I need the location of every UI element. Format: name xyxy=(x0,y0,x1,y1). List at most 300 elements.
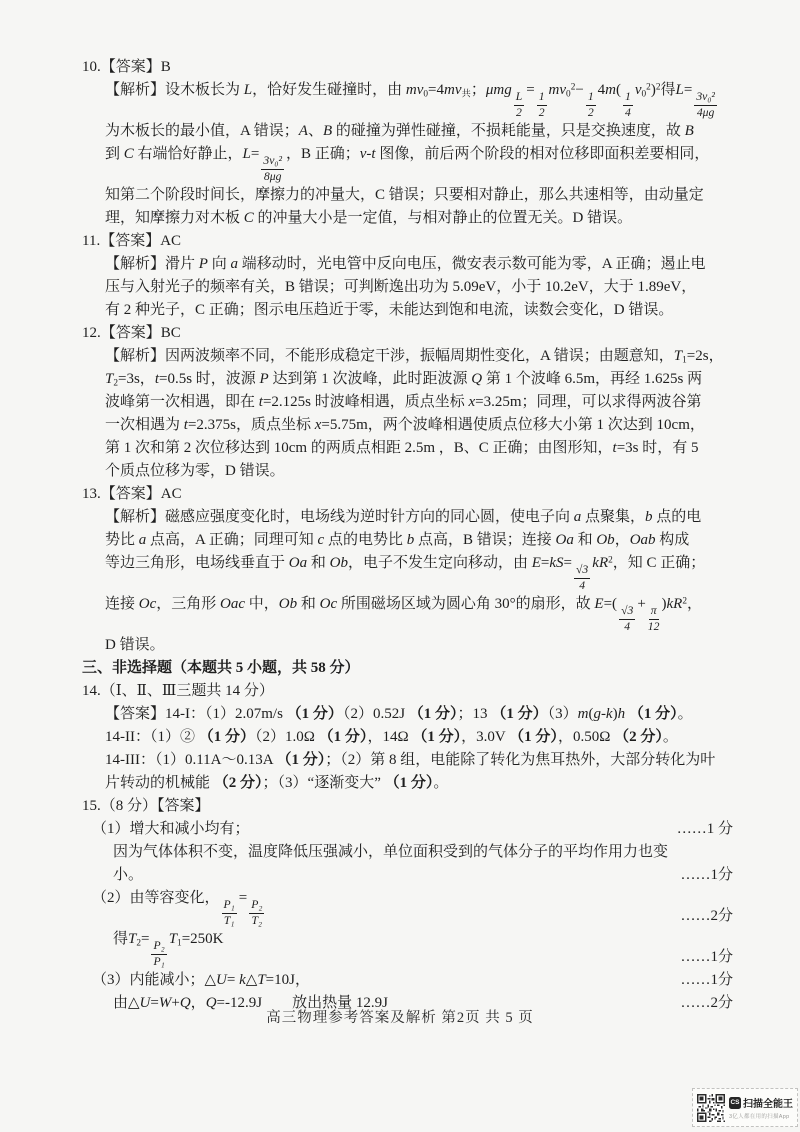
text-line xyxy=(82,593,768,634)
line-content xyxy=(105,391,702,414)
fraction-denominator: 2 xyxy=(587,105,594,119)
text-line xyxy=(82,79,768,120)
text-run: 小。 xyxy=(113,866,144,883)
line-content xyxy=(105,207,632,230)
text-line xyxy=(82,56,768,79)
text-run: 13.【答案】AC xyxy=(82,485,182,502)
text-line xyxy=(82,506,768,529)
line-content xyxy=(105,437,699,460)
fraction-denominator: 8μg xyxy=(263,169,282,183)
text-line xyxy=(82,529,768,552)
text-run: =-12.9J 放出热量 12.9J xyxy=(216,994,388,1011)
text-run: 点的电 xyxy=(652,508,702,525)
line-content xyxy=(105,703,693,726)
text-run: 。 xyxy=(677,705,693,722)
text-run: 点高，A 正确；同理可知 xyxy=(146,531,318,548)
variable-run: U xyxy=(139,994,151,1011)
line-content xyxy=(82,483,182,506)
variable-run: E xyxy=(531,554,541,571)
watermark-text-block xyxy=(729,1095,793,1120)
fraction-numerator: 3v₀² xyxy=(261,155,284,169)
line-content xyxy=(82,56,171,79)
variable-run: Q xyxy=(179,994,191,1011)
variable-run: Oab xyxy=(629,531,656,548)
text-run: ，B 正确； xyxy=(285,145,360,162)
text-run: ；（2）第 8 组，电能除了转化为焦耳热外，大部分转化为叶 xyxy=(325,751,716,768)
line-content xyxy=(105,772,448,795)
text-run: 【解析】因两波频率不同，不能形成稳定干涉，振幅周期性变化，A 错误；由题意知， xyxy=(105,347,674,364)
bold-run: （1 分） xyxy=(408,705,458,722)
text-run: 片转动的机械能 xyxy=(105,774,214,791)
fraction-denominator: 12 xyxy=(647,619,660,633)
text-run: 压与入射光子的频率有关，B 错误；可判断逸出功为 5.09eV，小于 10.2eV，大于 1.89eV， xyxy=(105,278,697,295)
text-run: 所围磁场区域为圆心角 30°的扇形，故 xyxy=(337,595,595,612)
fraction-numerator: P₁ xyxy=(222,899,237,913)
text-run: 点聚集， xyxy=(581,508,646,525)
text-run: 个质点位移为零，D 错误。 xyxy=(105,462,285,479)
text-run: = xyxy=(141,930,150,947)
text-run: =10J， xyxy=(265,971,310,988)
text-run: 的冲量大小是一定值，与相对静止的位置无关。D 错误。 xyxy=(253,209,633,226)
fraction-numerator: P₂ xyxy=(151,940,166,954)
fraction-denominator: 4 xyxy=(624,619,631,633)
fraction-numerator: 3v₀² xyxy=(694,91,717,105)
score-mark: ……1分 xyxy=(680,971,733,988)
line-content xyxy=(105,414,705,437)
variable-run: L xyxy=(675,82,684,98)
variable-run: Oc xyxy=(319,595,338,612)
text-run: （3）内能减小；△ xyxy=(92,971,217,988)
text-line xyxy=(82,345,768,368)
text-line xyxy=(82,795,768,818)
text-run: = xyxy=(250,145,260,162)
line-content xyxy=(105,726,678,749)
text-run: ( xyxy=(588,705,594,722)
variable-run: m xyxy=(605,82,616,98)
text-run: ， xyxy=(614,531,630,548)
variable-run: mv xyxy=(444,82,462,98)
text-run: （1）增大和减小均有； xyxy=(92,820,250,837)
text-run: 【答案】14-I：（1）2.07m/s xyxy=(105,705,287,722)
line-content xyxy=(105,749,715,772)
fraction xyxy=(261,155,284,183)
text-line xyxy=(82,887,768,928)
watermark-title: 扫描全能王 xyxy=(743,1099,793,1111)
line-content xyxy=(105,460,285,483)
text-line xyxy=(82,483,768,506)
variable-run: Ob xyxy=(278,595,298,612)
text-line xyxy=(82,772,768,795)
variable-run: T xyxy=(168,930,178,947)
variable-run: Ob xyxy=(329,554,348,571)
text-run: 因为气体体积不变，温度降低压强减小，单位面积受到的气体分子的平均作用力也变 xyxy=(113,843,669,860)
variable-run: C xyxy=(243,209,254,226)
fraction xyxy=(574,564,590,592)
variable-run: Q xyxy=(471,370,483,387)
subscript-run: 2 xyxy=(136,938,142,949)
variable-run: a xyxy=(230,255,238,272)
variable-run: a xyxy=(573,508,582,525)
text-run: （2）1.0Ω xyxy=(255,728,319,745)
text-run: 、 xyxy=(307,122,323,139)
variable-run: b xyxy=(645,508,653,525)
score-mark: ……1分 xyxy=(680,948,733,965)
text-run: ；13 xyxy=(457,705,492,722)
text-run: 和 xyxy=(307,554,330,571)
text-run: ，3.0V xyxy=(461,728,510,745)
bold-run: （1 分） xyxy=(318,728,368,745)
line-content xyxy=(105,529,689,552)
subscript-run: 0 xyxy=(566,89,571,100)
fraction-numerator: 1 xyxy=(623,91,633,105)
page-footer: 高三物理参考答案及解析 第2页 共 5 页 xyxy=(266,1010,534,1026)
text-line xyxy=(82,230,768,253)
line-content xyxy=(105,506,701,529)
text-run: ，0.50Ω xyxy=(557,728,615,745)
line-content xyxy=(113,841,668,864)
variable-run: Q xyxy=(205,994,217,1011)
fraction-numerator: π xyxy=(649,605,659,619)
subscript-run: 2 xyxy=(113,378,118,389)
text-run: ，恰好发生碰撞时，由 xyxy=(252,82,406,98)
text-run: ) xyxy=(661,595,667,612)
watermark-subtitle: 3亿人都在用的扫描App xyxy=(729,1113,790,1120)
variable-run: g-k xyxy=(593,705,613,722)
text-line xyxy=(82,657,768,680)
variable-run: Oc xyxy=(138,595,157,612)
fraction xyxy=(586,91,596,119)
fraction xyxy=(623,91,633,119)
text-line xyxy=(82,207,768,230)
fraction-numerator: 1 xyxy=(537,91,547,105)
qr-code-icon xyxy=(697,1094,725,1122)
line-content xyxy=(105,143,709,184)
variable-run: t xyxy=(154,370,159,387)
variable-run: U xyxy=(216,971,227,988)
line-content xyxy=(113,864,143,887)
text-line xyxy=(82,841,768,864)
variable-run: Oac xyxy=(220,595,246,612)
fraction xyxy=(648,605,660,633)
text-run: 波峰第一次相遇，即在 xyxy=(105,393,259,410)
text-run: 14.（Ⅰ、Ⅱ、Ⅲ三题共 14 分） xyxy=(82,682,274,699)
text-line xyxy=(82,414,768,437)
text-run: 一次相遇为 xyxy=(105,416,184,433)
line-content xyxy=(82,657,360,680)
text-run: =2.125s 时波峰相遇，质点坐标 xyxy=(262,393,469,410)
superscript-run: 2 xyxy=(646,82,651,93)
variable-run: μmg xyxy=(485,82,512,98)
text-run: 第 1 次和第 2 次位移达到 10cm 的两质点相距 2.5m ，B、C 正确；由图形知， xyxy=(105,439,613,456)
fraction-numerator: √3 xyxy=(574,564,590,578)
text-run: =2s， xyxy=(686,347,724,364)
variable-run: W xyxy=(158,994,172,1011)
text-run: ，知 C 正确； xyxy=(612,554,706,571)
fraction-denominator: 2 xyxy=(538,105,545,119)
text-run: = xyxy=(526,82,535,98)
score-mark: ……2分 xyxy=(680,907,733,924)
line-content xyxy=(105,299,673,322)
variable-run: mv xyxy=(405,82,424,98)
text-run: =3.25m；同理，可以求得两波谷第 xyxy=(475,393,702,410)
text-line xyxy=(82,726,768,749)
variable-run: L xyxy=(243,82,253,98)
text-run: ， xyxy=(190,994,206,1011)
text-run: ， xyxy=(686,595,702,612)
text-line xyxy=(82,460,768,483)
text-run: + xyxy=(171,994,180,1011)
text-run: + xyxy=(637,595,646,612)
fraction-numerator: L xyxy=(514,91,525,105)
variable-run: Ob xyxy=(596,531,615,548)
text-run: △ xyxy=(245,971,258,988)
bold-run: （1 分） xyxy=(509,728,558,745)
text-run: 15.（8 分）【答案】 xyxy=(82,797,210,814)
text-line xyxy=(82,391,768,414)
bold-run: （2 分） xyxy=(614,728,663,745)
text-run: =4 xyxy=(428,82,444,98)
text-run: = xyxy=(563,554,573,571)
variable-run: P xyxy=(198,255,208,272)
text-line xyxy=(82,680,768,703)
line-content xyxy=(113,928,223,969)
text-run: 连接 xyxy=(105,595,139,612)
text-run: 14-III：（1）0.11A～0.13A xyxy=(105,751,277,768)
text-line xyxy=(82,184,768,207)
text-run: 得 xyxy=(113,930,129,947)
text-run: 得 xyxy=(660,82,676,98)
variable-run: h xyxy=(617,705,626,722)
text-run: （2）0.52J xyxy=(342,705,409,722)
text-run: ，电子不发生定向移动，由 xyxy=(347,554,532,571)
text-run: ) xyxy=(650,82,656,98)
fraction-denominator: P₁ xyxy=(153,954,165,968)
text-run: 达到第 1 次波峰，此时距波源 xyxy=(268,370,472,387)
text-line xyxy=(82,322,768,345)
text-run: = xyxy=(683,82,693,98)
line-content xyxy=(82,230,181,253)
line-content xyxy=(105,634,165,657)
fraction xyxy=(537,91,547,119)
variable-run: T xyxy=(673,347,683,364)
text-run: 。 xyxy=(662,728,678,745)
text-run: =3s 时，有 5 xyxy=(616,439,699,456)
bold-run: （1 分） xyxy=(412,728,462,745)
line-content xyxy=(92,887,266,928)
text-run: 右端恰好静止， xyxy=(133,145,243,162)
variable-run: x xyxy=(314,416,322,433)
text-run: = xyxy=(238,889,248,906)
text-run: 4 xyxy=(597,82,606,98)
fraction xyxy=(619,605,635,633)
fraction-denominator: T₁ xyxy=(223,913,235,927)
text-run: 11.【答案】AC xyxy=(82,232,182,249)
text-line xyxy=(82,143,768,184)
text-run: − xyxy=(575,82,584,98)
text-line xyxy=(82,120,768,143)
fraction-denominator: T₂ xyxy=(251,913,263,927)
text-line xyxy=(82,969,768,992)
fraction xyxy=(514,91,525,119)
variable-run: kR xyxy=(592,554,609,571)
text-run: 【解析】设木板长为 xyxy=(105,82,244,98)
variable-run: B xyxy=(322,122,333,139)
text-run: D 错误。 xyxy=(105,636,165,653)
text-run: 端移动时，光电管中反向电压，微安表示数可能为零，A 正确；遏止电 xyxy=(237,255,706,272)
text-line xyxy=(82,299,768,322)
text-line xyxy=(82,437,768,460)
text-run: 14-II：（1）② xyxy=(105,728,199,745)
line-content xyxy=(105,79,719,120)
text-run: =5.75m，两个波峰相遇使质点位移大小第 1 次达到 10cm， xyxy=(321,416,705,433)
variable-run: x xyxy=(468,393,476,410)
line-content xyxy=(92,969,310,992)
text-run: ；（3）“逐渐变大” xyxy=(262,774,385,791)
text-run: 向 xyxy=(207,255,231,272)
score-mark: ……1 分 xyxy=(676,820,733,837)
line-content xyxy=(105,276,696,299)
camscanner-watermark xyxy=(692,1088,798,1127)
text-line xyxy=(82,703,768,726)
text-run: 的碰撞为弹性碰撞，不损耗能量，只是交换速度，故 xyxy=(332,122,685,139)
variable-run: C xyxy=(123,145,134,162)
text-run: = xyxy=(540,554,550,571)
text-line xyxy=(82,253,768,276)
text-run: 构成 xyxy=(655,531,690,548)
bold-run: （2 分） xyxy=(213,774,263,791)
text-run: =3s， xyxy=(118,370,155,387)
text-run: 【解析】磁感应强度变化时，电场线为逆时针方向的同心圆，使电子向 xyxy=(105,508,574,525)
text-run: 为木板长的最小值，A 错误； xyxy=(105,122,299,139)
bold-run: 三、非选择题（本题共 5 小题，共 58 分） xyxy=(82,659,360,676)
variable-run: T xyxy=(105,370,114,387)
variable-run: v xyxy=(634,82,642,98)
text-line xyxy=(82,634,768,657)
text-run: ； xyxy=(470,82,486,98)
line-content xyxy=(105,120,694,143)
answer-key-content xyxy=(82,56,768,1015)
variable-run: T xyxy=(257,971,266,988)
fraction-denominator: 4 xyxy=(579,578,586,592)
variable-run: kR xyxy=(666,595,683,612)
fraction-denominator: 4μg xyxy=(696,105,715,119)
text-run: （2）由等容变化， xyxy=(92,889,220,906)
superscript-run: 2 xyxy=(655,82,661,93)
variable-run: t xyxy=(258,393,263,410)
subscript-run: 0 xyxy=(641,89,647,100)
text-run: =( xyxy=(603,595,618,612)
line-content xyxy=(105,593,702,634)
variable-run: t xyxy=(612,439,617,456)
fraction-numerator: P₂ xyxy=(249,899,264,913)
text-line xyxy=(82,864,768,887)
superscript-run: 2 xyxy=(682,596,687,607)
line-content xyxy=(105,253,705,276)
fraction-numerator: 1 xyxy=(586,91,596,105)
text-run: 理，知摩擦力对木板 xyxy=(105,209,244,226)
variable-run: c xyxy=(317,531,325,548)
superscript-run: 2 xyxy=(608,555,613,566)
variable-run: a xyxy=(138,531,147,548)
fraction xyxy=(249,899,264,927)
variable-run: A xyxy=(298,122,308,139)
text-run: =0.5s 时，波源 xyxy=(158,370,260,387)
fraction-denominator: 4 xyxy=(625,105,631,119)
text-line xyxy=(82,368,768,391)
text-run: =250K xyxy=(181,930,224,947)
line-content xyxy=(82,680,274,703)
variable-run: Oa xyxy=(288,554,308,571)
line-content xyxy=(105,368,702,391)
text-run: 10.【答案】B xyxy=(82,59,171,75)
variable-run: kS xyxy=(549,554,564,571)
line-content xyxy=(82,795,210,818)
variable-run: B xyxy=(684,122,694,139)
bold-run: （1 分） xyxy=(286,705,343,722)
bold-run: （1 分） xyxy=(276,751,326,768)
fraction-denominator: 2 xyxy=(516,105,522,119)
text-run: ，14Ω xyxy=(367,728,413,745)
subscript-run: 1 xyxy=(177,938,182,949)
bold-run: （1 分） xyxy=(628,705,678,722)
line-content xyxy=(105,184,704,207)
text-run: 第 1 个波峰 6.5m，再经 1.625s 两 xyxy=(482,370,703,387)
variable-run: m xyxy=(577,705,589,722)
text-run: 和 xyxy=(297,595,320,612)
text-run: ( xyxy=(616,82,621,98)
text-run: 知第二个阶段时间长，摩擦力的冲量大，C 错误；只要相对静止，那么共速相等，由动量定 xyxy=(105,186,704,203)
text-run: 点高，B 错误；连接 xyxy=(414,531,556,548)
variable-run: P xyxy=(259,370,269,387)
variable-run: k xyxy=(239,971,246,988)
text-run: 点的电势比 xyxy=(324,531,407,548)
variable-run: T xyxy=(128,930,137,947)
variable-run: b xyxy=(406,531,415,548)
text-run: 图像，前后两个阶段的相对位移即面积差要相同， xyxy=(375,145,710,162)
text-run: = xyxy=(150,994,159,1011)
text-run: 到 xyxy=(105,145,124,162)
text-line xyxy=(82,749,768,772)
variable-run: E xyxy=(594,595,604,612)
bold-run: （1 分） xyxy=(198,728,256,745)
subscript-run: 0 xyxy=(423,89,429,100)
fraction xyxy=(151,940,166,968)
variable-run: t xyxy=(183,416,188,433)
fraction xyxy=(222,899,237,927)
text-run: （3） xyxy=(547,705,578,722)
variable-run: mv xyxy=(548,82,567,98)
text-run: 等边三角形，电场线垂直于 xyxy=(105,554,289,571)
text-run: 由△ xyxy=(113,994,140,1011)
superscript-run: 2 xyxy=(570,82,576,93)
line-content xyxy=(82,322,181,345)
fraction xyxy=(694,91,717,119)
bold-run: （1 分） xyxy=(491,705,548,722)
text-run: 。 xyxy=(433,774,449,791)
camscanner-logo-icon: CS xyxy=(729,1097,741,1109)
variable-run: L xyxy=(242,145,251,162)
text-run: 和 xyxy=(573,531,597,548)
variable-run: Oa xyxy=(555,531,574,548)
score-mark: ……1分 xyxy=(680,866,733,883)
text-run: 中， xyxy=(245,595,279,612)
text-line xyxy=(82,928,768,969)
subscript-run: 共 xyxy=(461,89,471,100)
text-run: 有 2 种光子，C 正确；图示电压趋近于零，未能达到饱和电流，读数会变化，D 错误。 xyxy=(105,301,674,318)
text-line xyxy=(82,552,768,593)
line-content xyxy=(92,818,250,841)
text-run: 12.【答案】BC xyxy=(82,324,181,341)
